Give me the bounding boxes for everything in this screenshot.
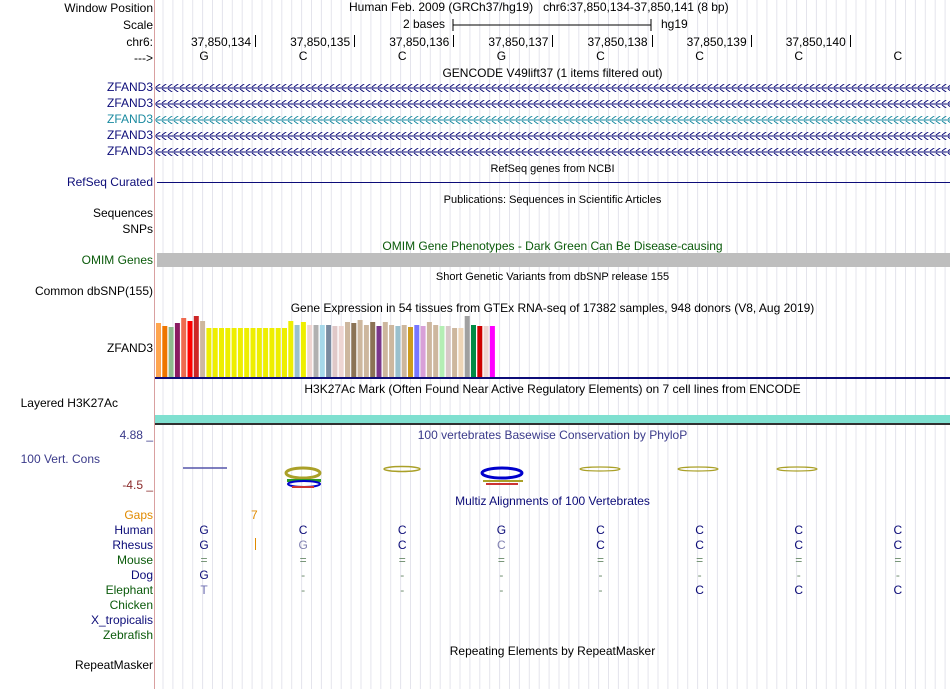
alignment-base: - [301,568,306,582]
alignment-base: - [499,583,504,597]
gtex-tissue-bar[interactable] [295,325,300,377]
gencode-transcript-1[interactable] [155,84,950,92]
gtex-label[interactable]: ZFAND3 [106,341,153,355]
publications-snps-label[interactable]: SNPs [122,222,153,236]
gtex-tissue-bar[interactable] [269,328,274,377]
repeatmasker-title[interactable]: Repeating Elements by RepeatMasker [449,644,656,658]
alignment-base: - [895,568,900,582]
gtex-tissue-bar[interactable] [162,326,167,377]
dbsnp-label[interactable]: Common dbSNP(155) [34,284,153,298]
gtex-tissue-bar[interactable] [288,321,293,377]
gtex-tissue-bar[interactable] [219,328,224,377]
refseq-gene-line[interactable] [157,182,950,183]
alignment-base: G [199,523,209,537]
alignment-base: G [496,523,507,537]
gtex-tissue-bar[interactable] [332,326,337,377]
gencode-row-label-5[interactable]: ZFAND3 [106,144,153,158]
gtex-separator [155,377,950,379]
gtex-tissue-bar[interactable] [156,323,161,377]
species-label-mouse: Mouse [116,553,153,567]
h3k27ac-signal[interactable] [155,415,950,423]
window-position-label: Window Position [64,1,153,15]
gtex-tissue-bar[interactable] [370,322,375,377]
gtex-tissue-bar[interactable] [414,325,419,377]
coordinate-tick [453,35,454,47]
gtex-tissue-bar[interactable] [389,325,394,377]
coordinate-tick [751,35,752,47]
alignment-base: C [695,538,704,552]
species-label-rhesus: Rhesus [112,538,153,552]
gtex-tissue-bar[interactable] [458,328,463,377]
gtex-tissue-bar[interactable] [377,326,382,377]
alignment-base: = [497,553,505,567]
species-label-human: Human [114,523,153,537]
reference-base: C [397,49,407,63]
gtex-tissue-bar[interactable] [452,328,457,377]
track-image-area[interactable] [155,0,950,689]
alignment-base: - [598,568,603,582]
gtex-tissue-bar[interactable] [301,322,306,377]
scale-bar [452,17,652,33]
gtex-tissue-bar[interactable] [484,326,489,377]
scale-label: Scale [122,18,153,32]
reference-base: C [298,49,308,63]
phylop-mark-4 [482,468,523,485]
alignment-base: = [596,553,604,567]
gtex-tissue-bar[interactable] [433,325,438,377]
gtex-tissue-bar[interactable] [395,326,400,377]
gencode-transcript-3[interactable] [155,116,950,124]
gtex-tissue-bar[interactable] [326,325,331,377]
gtex-tissue-bar[interactable] [244,328,249,377]
alignment-base: C [695,523,704,537]
gtex-tissue-bar[interactable] [465,316,470,377]
gtex-tissue-bar[interactable] [490,326,495,377]
gtex-title[interactable]: Gene Expression in 54 tissues from GTEx RNA-seq of 17382 samples, 948 donors (V8, Aug 2019) [290,301,815,315]
phylop-max-label: 4.88 _ [119,428,153,442]
gtex-tissue-bar[interactable] [421,326,426,377]
gtex-tissue-bar[interactable] [213,328,218,377]
alignment-base: - [301,583,306,597]
alignment-base: C [893,523,903,537]
alignment-base: C [695,583,704,597]
gtex-tissue-bar[interactable] [307,325,312,377]
gtex-tissue-bar[interactable] [175,323,180,377]
alignment-base: G [298,538,308,552]
reference-base: C [596,49,605,63]
coordinate-tick-label: 37,850,140 [785,35,846,49]
alignment-base: C [596,523,605,537]
gtex-tissue-bar[interactable] [276,328,281,377]
publications-sequences-label[interactable]: Sequences [92,206,153,220]
alignment-base: C [397,523,407,537]
reference-base: G [496,49,507,63]
coordinate-tick-label: 37,850,138 [587,35,648,49]
gtex-expression-bars[interactable] [155,316,950,378]
species-label-elephant: Elephant [105,583,153,597]
gtex-tissue-bar[interactable] [345,322,350,377]
gencode-transcripts[interactable] [155,80,950,160]
coordinate-tick [552,35,553,47]
gencode-row-label-3[interactable]: ZFAND3 [106,112,153,126]
scale-db: hg19 [661,17,688,31]
reference-base: C [893,49,903,63]
alignment-base: = [200,553,208,567]
phylop-mark-6 [678,467,718,471]
strand-arrow-label: ---> [134,51,153,65]
gtex-tissue-bar[interactable] [257,328,262,377]
gencode-title[interactable]: GENCODE V49lift37 (1 items filtered out) [442,66,663,80]
position-text: chr6:37,850,134-37,850,141 (8 bp) [543,0,729,14]
gencode-transcript-4[interactable] [155,132,950,140]
alignment-base: - [400,583,405,597]
gtex-tissue-bar[interactable] [351,323,356,377]
phylop-label[interactable]: 100 Vert. Cons [20,452,100,466]
coordinate-tick-label: 37,850,134 [190,35,251,49]
alignment-base: = [795,553,803,567]
species-label-dog: Dog [130,568,153,582]
alignment-base: C [497,538,506,552]
alignment-base: - [697,568,702,582]
alignment-base: = [299,553,307,567]
gtex-tissue-bar[interactable] [427,322,432,377]
alignment-base: T [200,583,208,597]
reference-base: C [695,49,704,63]
gtex-tissue-bar[interactable] [206,328,211,377]
gtex-tissue-bar[interactable] [263,328,268,377]
alignment-base: C [893,538,903,552]
gtex-tissue-bar[interactable] [282,328,287,377]
gtex-tissue-bar[interactable] [446,326,451,377]
coordinate-tick [255,35,256,47]
gencode-row-label-1[interactable]: ZFAND3 [106,80,153,94]
gtex-tissue-bar[interactable] [314,325,319,377]
gtex-tissue-bar[interactable] [200,321,205,377]
gtex-tissue-bar[interactable] [408,327,413,377]
gap-count: 7 [251,508,258,522]
reference-base: C [794,49,804,63]
assembly-name: Human Feb. 2009 (GRCh37/hg19) chr6:37,850,134-37,850,141 (8 bp) [349,0,729,14]
species-label-chicken: Chicken [109,598,153,612]
refseq-label[interactable]: RefSeq Curated [66,175,153,189]
phylop-mark-3 [384,467,420,472]
coordinate-tick-label: 37,850,139 [686,35,747,49]
gtex-tissue-bar[interactable] [238,328,243,377]
gencode-transcript-2[interactable] [155,100,950,108]
gtex-tissue-bar[interactable] [251,328,256,377]
alignment-base: C [794,538,804,552]
phylop-logo[interactable] [155,458,950,492]
rhesus-gap-marker [255,538,256,550]
gencode-transcript-5[interactable] [155,148,950,156]
species-label-zebrafish: Zebrafish [102,628,153,642]
gtex-tissue-bar[interactable] [320,325,325,377]
phylop-mark-2 [286,468,321,488]
alignment-base: C [893,583,903,597]
h3k27ac-title[interactable]: H3K27Ac Mark (Often Found Near Active Regulatory Elements) on 7 cell lines from ENCODE [304,382,801,396]
alignment-base: G [199,568,209,582]
gtex-tissue-bar[interactable] [358,320,363,377]
alignment-base: - [598,583,603,597]
coordinate-tick-label: 37,850,135 [290,35,351,49]
gtex-tissue-bar[interactable] [232,328,237,377]
alignment-base: - [400,568,405,582]
gtex-tissue-bar[interactable] [364,325,369,377]
publications-title[interactable]: Publications: Sequences in Scientific Articles [443,194,662,206]
gtex-tissue-bar[interactable] [471,325,476,377]
gtex-tissue-bar[interactable] [383,322,388,377]
dbsnp-title[interactable]: Short Genetic Variants from dbSNP release 155 [435,271,670,283]
gtex-tissue-bar[interactable] [194,316,199,377]
gencode-row-label-2[interactable]: ZFAND3 [106,96,153,110]
refseq-title[interactable]: RefSeq genes from NCBI [490,163,615,175]
multiz-title[interactable]: Multiz Alignments of 100 Vertebrates [455,494,650,508]
coordinate-tick [354,35,355,47]
h3k27ac-label[interactable]: Layered H3K27Ac [20,396,118,410]
coordinate-tick [652,35,653,47]
gtex-tissue-bar[interactable] [225,328,230,377]
species-label-x-tropicalis: X_tropicalis [90,613,153,627]
repeatmasker-label[interactable]: RepeatMasker [74,658,153,672]
gaps-label: Gaps [124,508,153,522]
omim-label[interactable]: OMIM Genes [81,253,153,267]
scale-text: 2 bases [403,17,446,31]
h3k27ac-separator [155,423,950,425]
alignment-base: C [794,583,804,597]
coordinate-tick-label: 37,850,136 [389,35,450,49]
alignment-base: C [794,523,804,537]
omim-title[interactable]: OMIM Gene Phenotypes - Dark Green Can Be Disease-causing [382,239,723,253]
phylop-mark-7 [777,467,817,471]
alignment-base: - [499,568,504,582]
alignment-base: C [397,538,407,552]
gtex-tissue-bar[interactable] [402,325,407,377]
chr-label: chr6: [126,35,153,49]
alignment-base: = [398,553,406,567]
alignment-base: - [796,568,801,582]
alignment-base: = [696,553,704,567]
phylop-title[interactable]: 100 vertebrates Basewise Conservation by PhyloP [417,428,688,442]
gtex-tissue-bar[interactable] [477,326,482,377]
phylop-mark-5 [580,467,620,471]
alignment-base: G [199,538,209,552]
alignment-base: = [894,553,902,567]
coordinate-tick [850,35,851,47]
reference-base: G [199,49,209,63]
alignment-base: C [596,538,605,552]
gtex-tissue-bar[interactable] [188,321,193,377]
gencode-row-label-4[interactable]: ZFAND3 [106,128,153,142]
alignment-base: C [298,523,308,537]
gtex-tissue-bar[interactable] [169,327,174,377]
gtex-tissue-bar[interactable] [181,318,186,377]
gtex-tissue-bar[interactable] [440,326,445,377]
omim-gene-bar[interactable] [157,253,950,267]
phylop-min-label: -4.5 _ [122,478,153,492]
gtex-tissue-bar[interactable] [339,326,344,377]
coordinate-tick-label: 37,850,137 [488,35,549,49]
